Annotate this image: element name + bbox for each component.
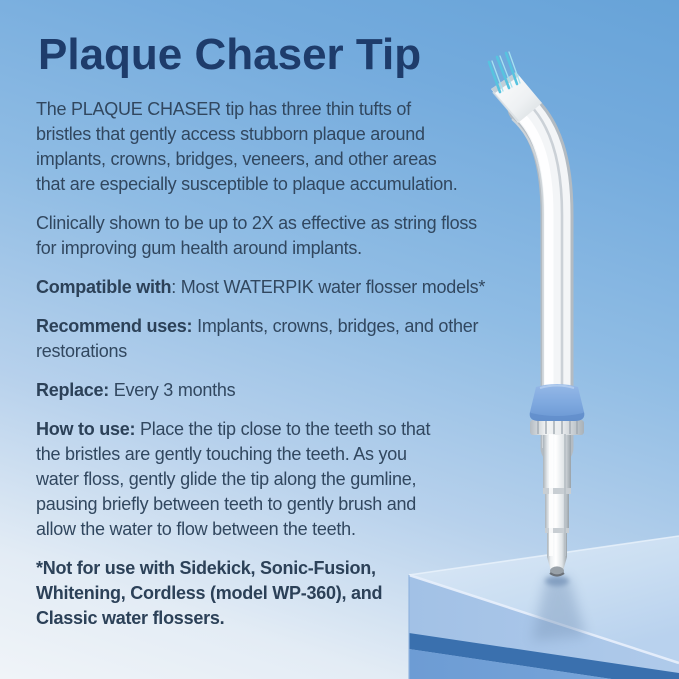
text-line: restorations — [36, 341, 128, 361]
text-line: The PLAQUE CHASER tip has three thin tufts of — [36, 99, 411, 119]
ribbed-ring — [530, 420, 584, 435]
blue-collar — [530, 384, 585, 421]
text-line: water floss, gently glide the tip along the gumline, — [36, 469, 417, 489]
tip-shadow — [532, 576, 586, 641]
paragraph-label: Compatible with — [36, 277, 172, 297]
nozzle-base — [543, 434, 571, 576]
text-line: Whitening, Cordless (model WP-360), and — [36, 583, 383, 603]
paragraph — [36, 378, 516, 403]
text-line: that are especially susceptible to plaque accumulation. — [36, 174, 458, 194]
paragraph — [36, 556, 516, 631]
text-line: Clinically shown to be up to 2X as effective as string floss — [36, 213, 477, 233]
text-line: allow the water to flow between the teeth. — [36, 519, 356, 539]
curved-tube — [512, 104, 562, 448]
text-line: Classic water flossers. — [36, 608, 225, 628]
bristle-tufts — [489, 52, 520, 92]
text-line: Compatible with: Most WATERPIK water flosser models* — [36, 277, 486, 297]
paragraph-label: Recommend uses: — [36, 316, 193, 336]
text-line: How to use: Place the tip close to the teeth so that — [36, 419, 431, 439]
text-line: implants, crowns, bridges, veneers, and other areas — [36, 149, 437, 169]
paragraph-label: Replace: — [36, 380, 110, 400]
text-line: the bristles are gently touching the teeth. As you — [36, 444, 407, 464]
paragraph — [36, 97, 516, 197]
paragraph-label: How to use: — [36, 419, 136, 439]
paragraph — [36, 314, 516, 364]
text-line: bristles that gently access stubborn plaque around — [36, 124, 425, 144]
paragraph — [36, 275, 516, 300]
text-line: *Not for use with Sidekick, Sonic-Fusion, — [36, 558, 376, 578]
paragraph — [36, 211, 516, 261]
text-line: Replace: Every 3 months — [36, 380, 236, 400]
text-line: for improving gum health around implants. — [36, 238, 362, 258]
pedestal-lower-band — [409, 649, 679, 679]
text-column — [36, 97, 516, 645]
text-line: pausing briefly between teeth to gently brush and — [36, 494, 417, 514]
text-line: Recommend uses: Implants, crowns, bridges, and other — [36, 316, 479, 336]
page-title: Plaque Chaser Tip — [38, 30, 422, 79]
paragraph — [36, 417, 516, 542]
